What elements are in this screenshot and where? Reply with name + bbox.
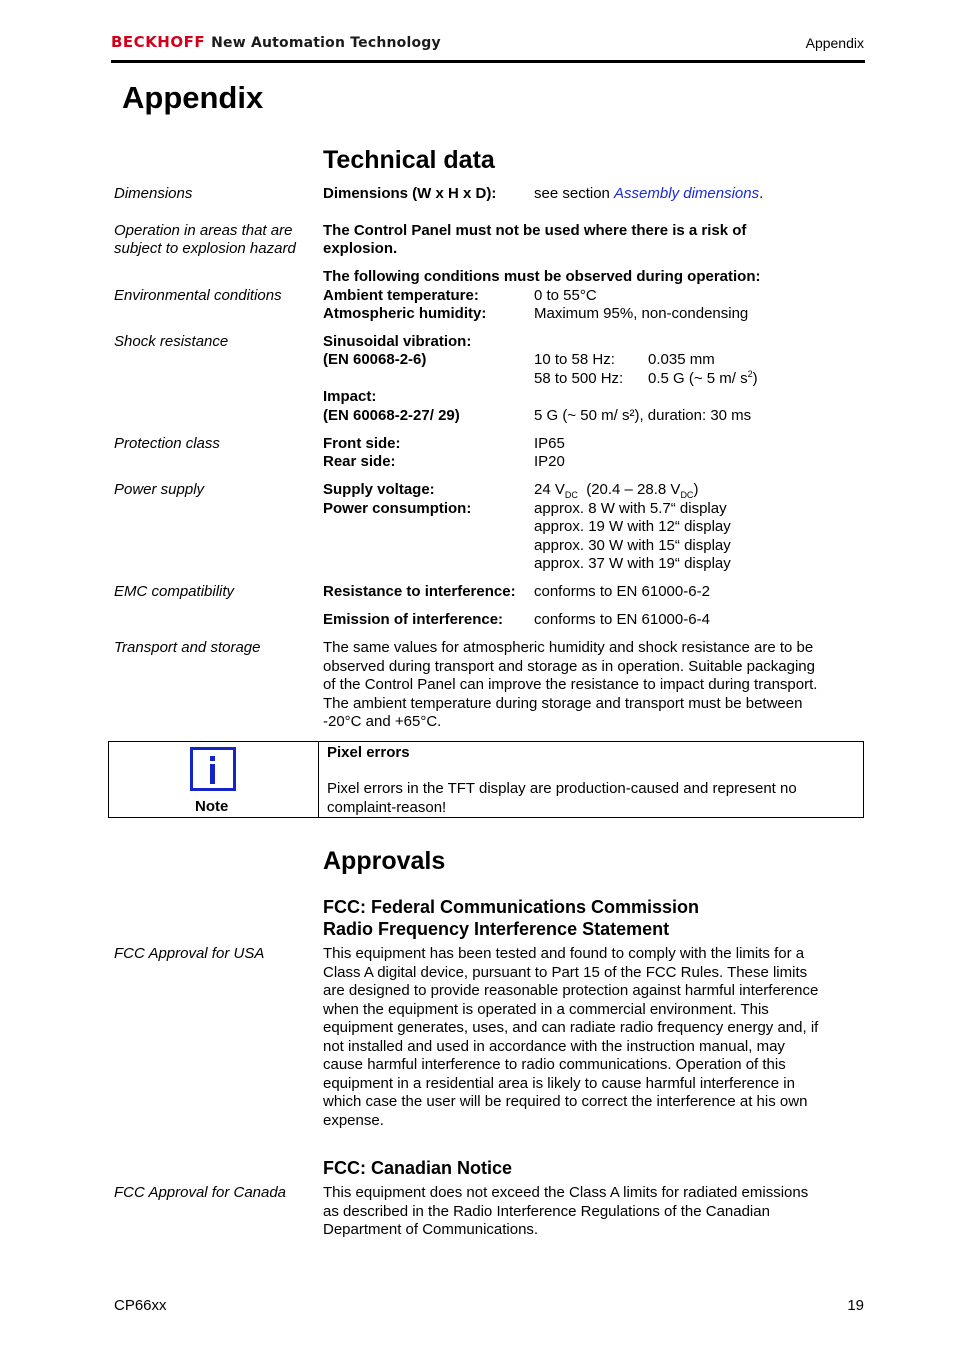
assembly-dimensions-link[interactable]: Assembly dimensions	[614, 185, 760, 202]
fcc-line: are designed to provide reasonable protection against harmful interference	[323, 982, 819, 999]
impact-standard: (EN 60068-2-27/ 29)	[323, 407, 460, 424]
canada-label: FCC Approval for Canada	[114, 1184, 287, 1201]
brand-name: BECKHOFF	[111, 33, 206, 51]
vib2-sup: 2	[747, 369, 753, 379]
power-label: Power supply	[114, 481, 205, 498]
vibration-standard: (EN 60068-2-6)	[323, 351, 427, 368]
environment-intro: The following conditions must be observed during operation:	[323, 268, 761, 285]
consumption-3: approx. 30 W with 15“ display	[534, 537, 731, 554]
front-key: Front side:	[323, 435, 401, 452]
vibration-range-1: 10 to 58 Hz:	[534, 351, 615, 368]
explosion-label-2: subject to explosion hazard	[114, 240, 296, 257]
voltage-c: )	[693, 481, 699, 498]
note-line: Pixel errors in the TFT display are production-caused and represent no	[327, 780, 797, 797]
shock-label: Shock resistance	[114, 333, 229, 350]
canada-line: as described in the Radio Interference Regulations of the Canadian	[323, 1202, 770, 1220]
footer-page-number: 19	[847, 1297, 864, 1314]
impact-value: 5 G (~ 50 m/ s²), duration: 30 ms	[534, 407, 752, 424]
dimensions-value	[534, 185, 763, 204]
note-text	[327, 780, 867, 817]
resistance-value: conforms to EN 61000-6-2	[534, 583, 710, 600]
emission-value: conforms to EN 61000-6-4	[534, 611, 710, 628]
fcc-line: which case the user will be required to correct the interference at his own	[323, 1093, 808, 1110]
transport-label: Transport and storage	[114, 639, 261, 656]
voltage-key: Supply voltage:	[323, 481, 435, 498]
fcc-line: equipment generates, uses, and can radiate radio frequency energy and, if	[323, 1019, 819, 1036]
dimensions-suffix: .	[759, 185, 764, 202]
humidity-key: Atmospheric humidity:	[323, 305, 487, 322]
voltage-value	[534, 481, 698, 500]
ambient-value: 0 to 55°C	[534, 287, 597, 304]
vibration-value-2	[648, 370, 758, 389]
front-value: IP65	[534, 435, 565, 452]
voltage-a: 24 V	[534, 481, 565, 498]
emc-label: EMC compatibility	[114, 583, 235, 600]
fcc-heading-2: Radio Frequency Interference Statement	[323, 919, 670, 939]
explosion-text-2: explosion.	[323, 240, 398, 257]
transport-line: The same values for atmospheric humidity and shock resistance are to be	[323, 639, 814, 656]
impact-key: Impact:	[323, 388, 377, 405]
humidity-value: Maximum 95%, non-condensing	[534, 305, 749, 322]
dimensions-key: Dimensions (W x H x D):	[323, 185, 497, 202]
approvals-heading: Approvals	[323, 847, 446, 875]
footer-doc: CP66xx	[114, 1297, 167, 1314]
environment-label: Environmental conditions	[114, 287, 282, 304]
canada-line: Department of Communications.	[323, 1221, 539, 1238]
canada-heading: FCC: Canadian Notice	[323, 1158, 513, 1178]
fcc-line: when the equipment is operated in a commercial environment. This	[323, 1000, 769, 1018]
note-title: Pixel errors	[327, 744, 410, 761]
brand-tagline: New Automation Technology	[211, 35, 441, 51]
canada-text	[323, 1184, 863, 1240]
canada-line: This equipment does not exceed the Class A limits for radiated emissions	[323, 1184, 809, 1201]
fcc-line: Class A digital device, pursuant to Part 15 of the FCC Rules. These limits	[323, 963, 808, 981]
explosion-label-1: Operation in areas that are	[114, 222, 293, 239]
info-icon	[190, 747, 236, 791]
note-line: complaint-reason!	[327, 798, 447, 816]
header-rule	[111, 60, 865, 63]
fcc-line: equipment in a residential area is likely to cause harmful interference in	[323, 1074, 795, 1092]
beckhoff-logo	[111, 33, 441, 51]
vib2-text: 0.5 G (~ 5 m/ s	[648, 370, 748, 387]
header-section: Appendix	[805, 35, 864, 51]
consumption-1: approx. 8 W with 5.7“ display	[534, 500, 727, 517]
fcc-line: This equipment has been tested and found to comply with the limits for a	[323, 945, 805, 962]
dimensions-label: Dimensions	[114, 185, 193, 202]
transport-line: of the Control Panel can improve the resistance to impact during transport.	[323, 676, 818, 693]
vibration-range-2: 58 to 500 Hz:	[534, 370, 624, 387]
protection-label: Protection class	[114, 435, 220, 452]
explosion-text-1: The Control Panel must not be used where there is a risk of	[323, 222, 747, 239]
transport-line: observed during transport and storage as in operation. Suitable packaging	[323, 657, 815, 675]
consumption-4: approx. 37 W with 19“ display	[534, 555, 731, 572]
voltage-b: (20.4 – 28.8 V	[577, 481, 681, 498]
emission-key: Emission of interference:	[323, 611, 504, 628]
ambient-key: Ambient temperature:	[323, 287, 479, 304]
fcc-line: cause harmful interference to radio communications. Operation of this	[323, 1056, 786, 1073]
fcc-usa-label: FCC Approval for USA	[114, 945, 265, 962]
voltage-sub-1: DC	[564, 490, 578, 500]
note-label: Note	[195, 798, 229, 815]
page-title: Appendix	[122, 80, 264, 115]
consumption-2: approx. 19 W with 12“ display	[534, 518, 731, 535]
fcc-usa-text	[323, 945, 863, 1130]
vibration-key: Sinusoidal vibration:	[323, 333, 472, 350]
note-divider	[318, 742, 319, 817]
rear-key: Rear side:	[323, 453, 396, 470]
transport-line: The ambient temperature during storage and transport must be between	[323, 694, 803, 712]
resistance-key: Resistance to interference:	[323, 583, 516, 600]
transport-line: -20°C and +65°C.	[323, 713, 442, 730]
voltage-sub-2: DC	[680, 490, 694, 500]
dimensions-prefix: see section	[534, 185, 615, 202]
consumption-key: Power consumption:	[323, 500, 472, 517]
rear-value: IP20	[534, 453, 565, 470]
transport-text	[323, 639, 863, 732]
fcc-line: expense.	[323, 1111, 384, 1129]
vib2-end: )	[752, 370, 758, 387]
technical-data-heading: Technical data	[323, 146, 495, 174]
fcc-line: not installed and used in accordance with the instruction manual, may	[323, 1037, 785, 1055]
vibration-value-1: 0.035 mm	[648, 351, 715, 368]
fcc-heading-1: FCC: Federal Communications Commission	[323, 897, 700, 917]
